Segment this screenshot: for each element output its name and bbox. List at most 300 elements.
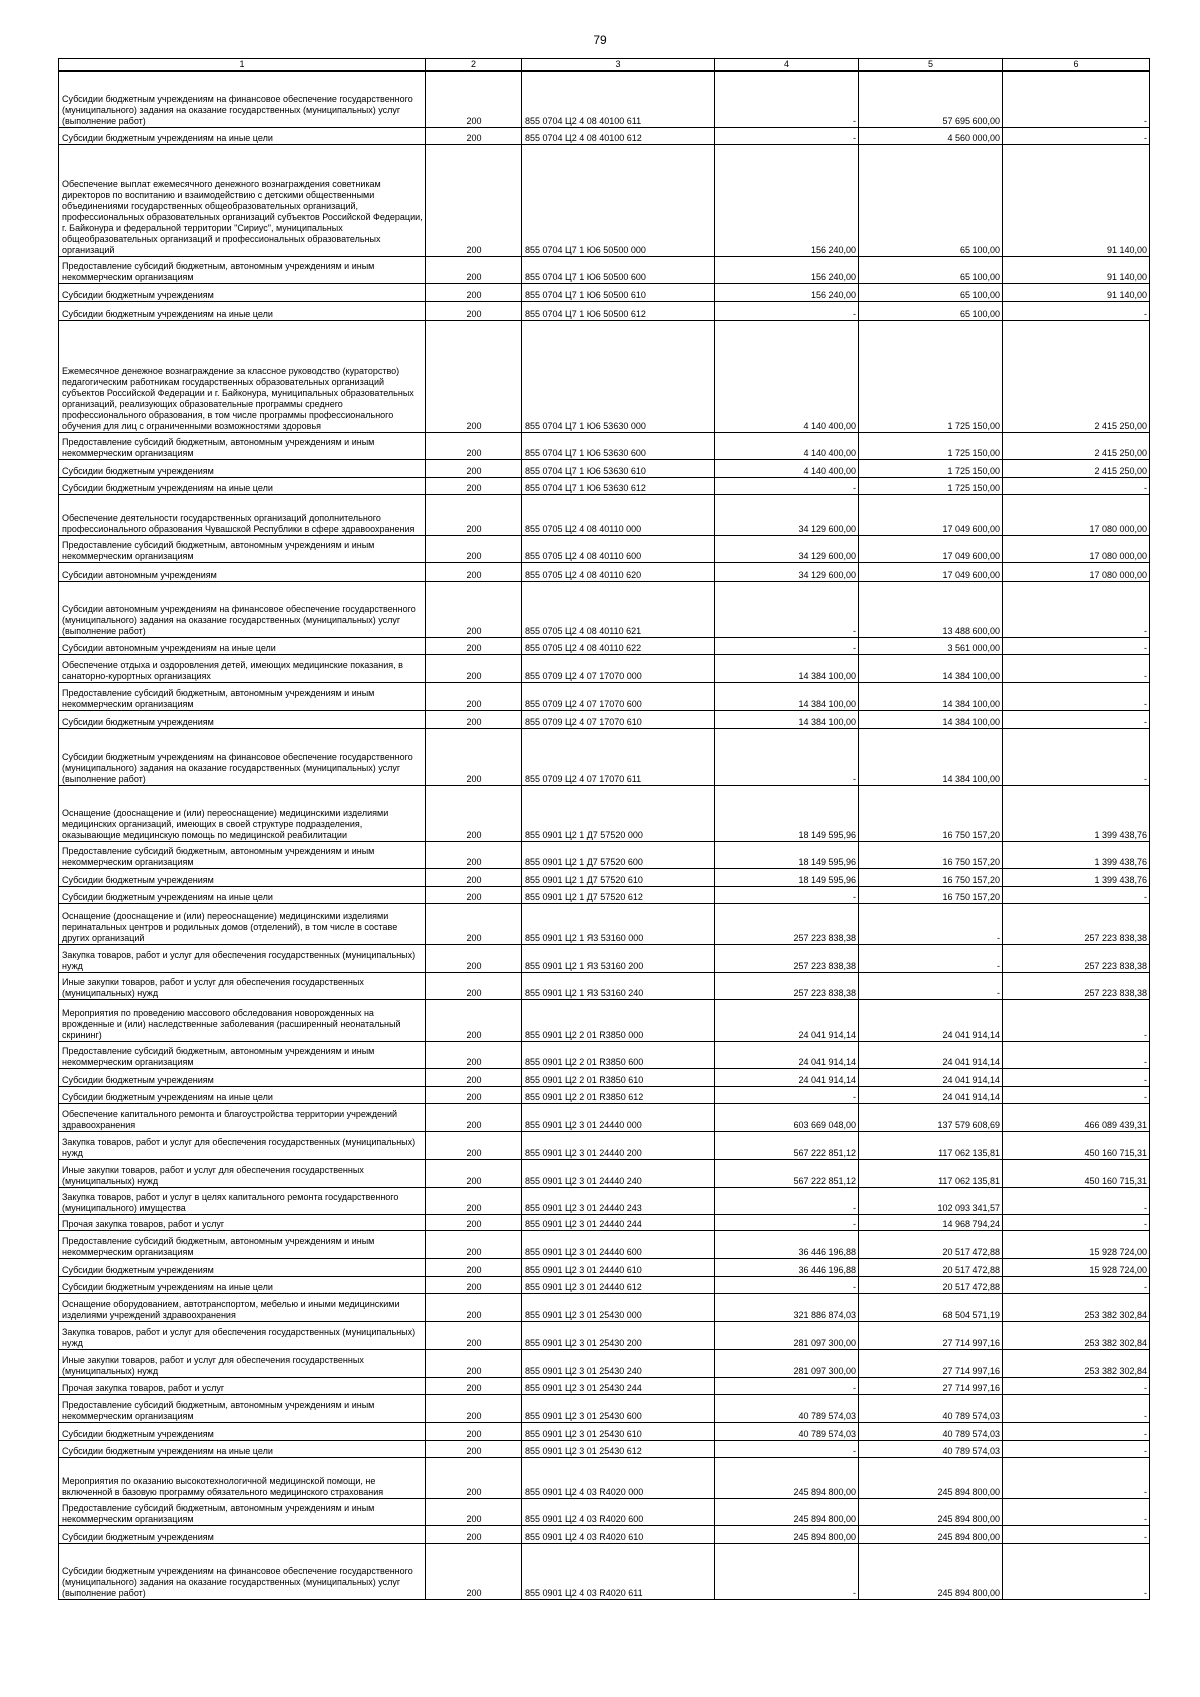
row-value-col6-cell: - bbox=[1003, 1187, 1150, 1214]
row-code-cell: 200 bbox=[426, 535, 522, 562]
table-row bbox=[59, 1159, 1150, 1187]
row-name-cell: Иные закупки товаров, работ и услуг для обеспечения государственных (муниципальных) нужд bbox=[59, 972, 426, 999]
row-value-col4-cell: 257 223 838,38 bbox=[715, 972, 859, 999]
row-value-col6-cell: 2 415 250,00 bbox=[1003, 459, 1150, 477]
table-header-row bbox=[59, 59, 1150, 72]
row-kbk-cell: 855 0901 Ц2 4 03 R4020 000 bbox=[522, 1457, 715, 1498]
row-name-cell: Предоставление субсидий бюджетным, автономным учреждениям и иным некоммерческим организациям bbox=[59, 256, 426, 283]
row-value-col4-cell: 24 041 914,14 bbox=[715, 1068, 859, 1086]
row-code-cell: 200 bbox=[426, 1131, 522, 1159]
row-name-cell: Субсидии бюджетным учреждениям bbox=[59, 868, 426, 886]
row-value-col5-cell: 65 100,00 bbox=[859, 256, 1003, 283]
row-value-col6-cell: 253 382 302,84 bbox=[1003, 1321, 1150, 1349]
row-code-cell: 200 bbox=[426, 1349, 522, 1377]
row-value-col4-cell: 281 097 300,00 bbox=[715, 1321, 859, 1349]
row-kbk-cell: 855 0901 Ц2 3 01 25430 600 bbox=[522, 1394, 715, 1422]
row-code-cell: 200 bbox=[426, 144, 522, 256]
row-value-col4-cell: 24 041 914,14 bbox=[715, 999, 859, 1041]
row-value-col4-cell: 257 223 838,38 bbox=[715, 944, 859, 972]
row-name-cell: Обеспечение выплат ежемесячного денежного вознаграждения советникам директоров по воспитанию и взаимодействию с детскими общественными объединениями государственных общеобразовательных организаций, профессиональных образовательных организаций субъектов Российской Федерации, г. Байконура и федеральной территории "Сириус", муниципальных общеобразовательных организаций и профессиональных образовательных организаций bbox=[59, 144, 426, 256]
row-name-cell: Субсидии бюджетным учреждениям на иные цели bbox=[59, 886, 426, 903]
row-value-col5-cell: 17 049 600,00 bbox=[859, 535, 1003, 562]
row-kbk-cell: 855 0709 Ц2 4 07 17070 610 bbox=[522, 710, 715, 728]
row-code-cell: 200 bbox=[426, 432, 522, 459]
row-value-col4-cell: - bbox=[715, 127, 859, 144]
row-code-cell: 200 bbox=[426, 301, 522, 320]
row-value-col6-cell: - bbox=[1003, 1525, 1150, 1543]
row-value-col5-cell: 4 560 000,00 bbox=[859, 127, 1003, 144]
row-value-col6-cell: - bbox=[1003, 710, 1150, 728]
row-value-col6-cell: - bbox=[1003, 581, 1150, 637]
row-kbk-cell: 855 0901 Ц2 3 01 25430 610 bbox=[522, 1422, 715, 1440]
row-value-col4-cell: 156 240,00 bbox=[715, 283, 859, 301]
table-row bbox=[59, 682, 1150, 710]
row-value-col6-cell: - bbox=[1003, 637, 1150, 654]
table-row bbox=[59, 127, 1150, 144]
row-value-col5-cell: 40 789 574,03 bbox=[859, 1440, 1003, 1457]
row-value-col5-cell: 27 714 997,16 bbox=[859, 1377, 1003, 1394]
budget-table bbox=[58, 58, 1150, 1600]
row-kbk-cell: 855 0901 Ц2 3 01 25430 000 bbox=[522, 1293, 715, 1321]
table-row bbox=[59, 1394, 1150, 1422]
row-name-cell: Субсидии автономным учреждениям на финансовое обеспечение государственного (муниципального) задания на оказание государственных (муниципальных) услуг (выполнение работ) bbox=[59, 581, 426, 637]
row-code-cell: 200 bbox=[426, 654, 522, 682]
row-value-col4-cell: - bbox=[715, 1440, 859, 1457]
table-row bbox=[59, 1525, 1150, 1543]
row-name-cell: Предоставление субсидий бюджетным, автономным учреждениям и иным некоммерческим организациям bbox=[59, 1230, 426, 1258]
row-name-cell: Закупка товаров, работ и услуг для обеспечения государственных (муниципальных) нужд bbox=[59, 1131, 426, 1159]
row-value-col6-cell: 253 382 302,84 bbox=[1003, 1349, 1150, 1377]
row-value-col4-cell: 567 222 851,12 bbox=[715, 1159, 859, 1187]
row-name-cell: Предоставление субсидий бюджетным, автономным учреждениям и иным некоммерческим организациям bbox=[59, 1394, 426, 1422]
row-value-col4-cell: - bbox=[715, 1543, 859, 1599]
row-value-col6-cell: 466 089 439,31 bbox=[1003, 1103, 1150, 1131]
row-name-cell: Иные закупки товаров, работ и услуг для обеспечения государственных (муниципальных) нужд bbox=[59, 1159, 426, 1187]
row-value-col6-cell: - bbox=[1003, 728, 1150, 785]
row-value-col4-cell: - bbox=[715, 1086, 859, 1103]
row-name-cell: Закупка товаров, работ и услуг в целях капитального ремонта государственного (муниципального) имущества bbox=[59, 1187, 426, 1214]
table-row bbox=[59, 868, 1150, 886]
row-value-col5-cell: 65 100,00 bbox=[859, 283, 1003, 301]
row-value-col5-cell: 137 579 608,69 bbox=[859, 1103, 1003, 1131]
row-code-cell: 200 bbox=[426, 682, 522, 710]
row-value-col6-cell: 17 080 000,00 bbox=[1003, 562, 1150, 581]
table-row bbox=[59, 459, 1150, 477]
row-code-cell: 200 bbox=[426, 1258, 522, 1276]
row-code-cell: 200 bbox=[426, 972, 522, 999]
column-header-3: 3 bbox=[522, 59, 715, 72]
row-value-col6-cell: - bbox=[1003, 477, 1150, 494]
row-kbk-cell: 855 0901 Ц2 3 01 24440 240 bbox=[522, 1159, 715, 1187]
table-body bbox=[59, 71, 1150, 1599]
row-code-cell: 200 bbox=[426, 728, 522, 785]
row-value-col6-cell: 450 160 715,31 bbox=[1003, 1159, 1150, 1187]
row-value-col6-cell: 91 140,00 bbox=[1003, 144, 1150, 256]
column-header-1: 1 bbox=[59, 59, 426, 72]
table-row bbox=[59, 1543, 1150, 1599]
row-value-col5-cell: 24 041 914,14 bbox=[859, 1041, 1003, 1068]
row-kbk-cell: 855 0901 Ц2 3 01 24440 612 bbox=[522, 1276, 715, 1293]
row-value-col5-cell: 14 384 100,00 bbox=[859, 654, 1003, 682]
row-name-cell: Обеспечение капитального ремонта и благоустройства территории учреждений здравоохранения bbox=[59, 1103, 426, 1131]
row-name-cell: Прочая закупка товаров, работ и услуг bbox=[59, 1377, 426, 1394]
row-name-cell: Субсидии бюджетным учреждениям bbox=[59, 283, 426, 301]
row-code-cell: 200 bbox=[426, 71, 522, 127]
row-value-col6-cell: - bbox=[1003, 1068, 1150, 1086]
row-value-col4-cell: - bbox=[715, 728, 859, 785]
row-code-cell: 200 bbox=[426, 256, 522, 283]
row-value-col6-cell: 2 415 250,00 bbox=[1003, 432, 1150, 459]
row-value-col5-cell: 1 725 150,00 bbox=[859, 320, 1003, 432]
row-value-col4-cell: - bbox=[715, 1187, 859, 1214]
row-value-col4-cell: 14 384 100,00 bbox=[715, 710, 859, 728]
table-row bbox=[59, 1293, 1150, 1321]
row-value-col5-cell: 117 062 135,81 bbox=[859, 1131, 1003, 1159]
row-code-cell: 200 bbox=[426, 1457, 522, 1498]
row-value-col5-cell: 245 894 800,00 bbox=[859, 1543, 1003, 1599]
row-name-cell: Обеспечение отдыха и оздоровления детей, имеющих медицинские показания, в санаторно-курортных организациях bbox=[59, 654, 426, 682]
table-row bbox=[59, 1086, 1150, 1103]
row-value-col5-cell: 20 517 472,88 bbox=[859, 1230, 1003, 1258]
row-name-cell: Оснащение (дооснащение и (или) переоснащение) медицинскими изделиями перинатальных центров и родильных домов (отделений), в том числе в составе других организаций bbox=[59, 903, 426, 944]
row-value-col5-cell: 20 517 472,88 bbox=[859, 1276, 1003, 1293]
row-value-col6-cell: - bbox=[1003, 1276, 1150, 1293]
row-code-cell: 200 bbox=[426, 886, 522, 903]
row-value-col6-cell: - bbox=[1003, 1214, 1150, 1230]
row-name-cell: Предоставление субсидий бюджетным, автономным учреждениям и иным некоммерческим организациям bbox=[59, 1498, 426, 1525]
row-code-cell: 200 bbox=[426, 841, 522, 868]
row-code-cell: 200 bbox=[426, 320, 522, 432]
row-value-col4-cell: 321 886 874,03 bbox=[715, 1293, 859, 1321]
table-row bbox=[59, 944, 1150, 972]
row-name-cell: Субсидии бюджетным учреждениям на иные цели bbox=[59, 477, 426, 494]
row-value-col6-cell: - bbox=[1003, 886, 1150, 903]
row-code-cell: 200 bbox=[426, 1041, 522, 1068]
table-row bbox=[59, 972, 1150, 999]
table-row bbox=[59, 1214, 1150, 1230]
row-value-col6-cell: 91 140,00 bbox=[1003, 283, 1150, 301]
row-value-col5-cell: 13 488 600,00 bbox=[859, 581, 1003, 637]
row-kbk-cell: 855 0901 Ц2 3 01 25430 200 bbox=[522, 1321, 715, 1349]
row-value-col4-cell: - bbox=[715, 1276, 859, 1293]
row-code-cell: 200 bbox=[426, 1422, 522, 1440]
row-name-cell: Мероприятия по проведению массового обследования новорожденных на врожденные и (или) наследственные заболевания (расширенный неонатальный скрининг) bbox=[59, 999, 426, 1041]
row-value-col6-cell: - bbox=[1003, 682, 1150, 710]
row-kbk-cell: 855 0901 Ц2 4 03 R4020 611 bbox=[522, 1543, 715, 1599]
row-code-cell: 200 bbox=[426, 999, 522, 1041]
table-row bbox=[59, 637, 1150, 654]
row-value-col5-cell: 65 100,00 bbox=[859, 301, 1003, 320]
row-value-col6-cell: 15 928 724,00 bbox=[1003, 1258, 1150, 1276]
row-name-cell: Субсидии бюджетным учреждениям на иные цели bbox=[59, 1086, 426, 1103]
row-kbk-cell: 855 0704 Ц7 1 Ю6 50500 600 bbox=[522, 256, 715, 283]
row-code-cell: 200 bbox=[426, 868, 522, 886]
row-value-col6-cell: - bbox=[1003, 1377, 1150, 1394]
row-code-cell: 200 bbox=[426, 1525, 522, 1543]
row-name-cell: Прочая закупка товаров, работ и услуг bbox=[59, 1214, 426, 1230]
row-name-cell: Субсидии бюджетным учреждениям на иные цели bbox=[59, 1440, 426, 1457]
row-value-col4-cell: 18 149 595,96 bbox=[715, 785, 859, 841]
row-kbk-cell: 855 0901 Ц2 3 01 25430 240 bbox=[522, 1349, 715, 1377]
row-code-cell: 200 bbox=[426, 710, 522, 728]
row-code-cell: 200 bbox=[426, 562, 522, 581]
row-code-cell: 200 bbox=[426, 1068, 522, 1086]
row-value-col5-cell: 27 714 997,16 bbox=[859, 1349, 1003, 1377]
row-value-col5-cell: 65 100,00 bbox=[859, 144, 1003, 256]
row-value-col4-cell: 156 240,00 bbox=[715, 256, 859, 283]
row-value-col5-cell: 3 561 000,00 bbox=[859, 637, 1003, 654]
table-row bbox=[59, 1377, 1150, 1394]
row-kbk-cell: 855 0901 Ц2 1 Д7 57520 612 bbox=[522, 886, 715, 903]
row-kbk-cell: 855 0709 Ц2 4 07 17070 600 bbox=[522, 682, 715, 710]
row-value-col4-cell: 36 446 196,88 bbox=[715, 1230, 859, 1258]
row-value-col6-cell: 450 160 715,31 bbox=[1003, 1131, 1150, 1159]
row-kbk-cell: 855 0901 Ц2 1 Я3 53160 000 bbox=[522, 903, 715, 944]
row-kbk-cell: 855 0704 Ц7 1 Ю6 53630 610 bbox=[522, 459, 715, 477]
row-name-cell: Субсидии бюджетным учреждениям на иные цели bbox=[59, 301, 426, 320]
row-value-col5-cell: 245 894 800,00 bbox=[859, 1498, 1003, 1525]
row-name-cell: Субсидии бюджетным учреждениям bbox=[59, 1525, 426, 1543]
table-row bbox=[59, 785, 1150, 841]
row-value-col4-cell: - bbox=[715, 637, 859, 654]
row-kbk-cell: 855 0901 Ц2 1 Д7 57520 610 bbox=[522, 868, 715, 886]
row-name-cell: Субсидии бюджетным учреждениям bbox=[59, 1068, 426, 1086]
row-value-col4-cell: - bbox=[715, 581, 859, 637]
row-kbk-cell: 855 0705 Ц2 4 08 40110 620 bbox=[522, 562, 715, 581]
row-value-col5-cell: 102 093 341,57 bbox=[859, 1187, 1003, 1214]
row-code-cell: 200 bbox=[426, 785, 522, 841]
row-value-col4-cell: 4 140 400,00 bbox=[715, 459, 859, 477]
row-value-col5-cell: 68 504 571,19 bbox=[859, 1293, 1003, 1321]
row-value-col5-cell: 20 517 472,88 bbox=[859, 1258, 1003, 1276]
row-value-col4-cell: 34 129 600,00 bbox=[715, 562, 859, 581]
row-value-col6-cell: 253 382 302,84 bbox=[1003, 1293, 1150, 1321]
row-kbk-cell: 855 0901 Ц2 1 Д7 57520 600 bbox=[522, 841, 715, 868]
row-value-col4-cell: 18 149 595,96 bbox=[715, 868, 859, 886]
row-name-cell: Обеспечение деятельности государственных организаций дополнительного профессионального образования Чувашской Республики в сфере здравоохранения bbox=[59, 494, 426, 535]
row-value-col4-cell: 40 789 574,03 bbox=[715, 1394, 859, 1422]
row-kbk-cell: 855 0705 Ц2 4 08 40110 621 bbox=[522, 581, 715, 637]
table-row bbox=[59, 886, 1150, 903]
row-kbk-cell: 855 0901 Ц2 2 01 R3850 000 bbox=[522, 999, 715, 1041]
row-code-cell: 200 bbox=[426, 1276, 522, 1293]
table-row bbox=[59, 903, 1150, 944]
row-value-col4-cell: 4 140 400,00 bbox=[715, 320, 859, 432]
row-value-col4-cell: 245 894 800,00 bbox=[715, 1498, 859, 1525]
row-name-cell: Предоставление субсидий бюджетным, автономным учреждениям и иным некоммерческим организациям bbox=[59, 535, 426, 562]
row-name-cell: Иные закупки товаров, работ и услуг для обеспечения государственных (муниципальных) нужд bbox=[59, 1349, 426, 1377]
table-row bbox=[59, 301, 1150, 320]
column-header-4: 4 bbox=[715, 59, 859, 72]
row-name-cell: Субсидии автономным учреждениям на иные цели bbox=[59, 637, 426, 654]
row-value-col6-cell: - bbox=[1003, 1498, 1150, 1525]
row-value-col6-cell: 257 223 838,38 bbox=[1003, 972, 1150, 999]
row-kbk-cell: 855 0901 Ц2 3 01 24440 244 bbox=[522, 1214, 715, 1230]
row-name-cell: Субсидии бюджетным учреждениям bbox=[59, 710, 426, 728]
row-value-col4-cell: - bbox=[715, 1377, 859, 1394]
row-value-col4-cell: 24 041 914,14 bbox=[715, 1041, 859, 1068]
row-kbk-cell: 855 0901 Ц2 3 01 24440 600 bbox=[522, 1230, 715, 1258]
row-value-col5-cell: 40 789 574,03 bbox=[859, 1394, 1003, 1422]
row-code-cell: 200 bbox=[426, 494, 522, 535]
row-value-col6-cell: - bbox=[1003, 1394, 1150, 1422]
row-name-cell: Субсидии бюджетным учреждениям bbox=[59, 1422, 426, 1440]
table-row bbox=[59, 283, 1150, 301]
row-code-cell: 200 bbox=[426, 1543, 522, 1599]
row-value-col5-cell: 17 049 600,00 bbox=[859, 562, 1003, 581]
row-value-col4-cell: 567 222 851,12 bbox=[715, 1131, 859, 1159]
row-code-cell: 200 bbox=[426, 1159, 522, 1187]
row-value-col4-cell: - bbox=[715, 301, 859, 320]
row-value-col4-cell: 14 384 100,00 bbox=[715, 654, 859, 682]
row-value-col5-cell: 245 894 800,00 bbox=[859, 1457, 1003, 1498]
table-row bbox=[59, 1131, 1150, 1159]
row-kbk-cell: 855 0901 Ц2 1 Д7 57520 000 bbox=[522, 785, 715, 841]
row-name-cell: Ежемесячное денежное вознаграждение за классное руководство (кураторство) педагогическим работникам государственных образовательных организаций субъектов Российской Федерации и г. Байконура, муниципальных образовательных организаций, реализующих образовательные программы среднего профессионального образования, в том числе программы профессионального обучения для лиц с ограниченными возможностями здоровья bbox=[59, 320, 426, 432]
row-kbk-cell: 855 0704 Ц7 1 Ю6 53630 612 bbox=[522, 477, 715, 494]
table-row bbox=[59, 1321, 1150, 1349]
row-value-col5-cell: 14 384 100,00 bbox=[859, 682, 1003, 710]
row-value-col5-cell: 16 750 157,20 bbox=[859, 868, 1003, 886]
row-value-col6-cell: - bbox=[1003, 654, 1150, 682]
row-value-col6-cell: 257 223 838,38 bbox=[1003, 944, 1150, 972]
table-row bbox=[59, 728, 1150, 785]
row-name-cell: Закупка товаров, работ и услуг для обеспечения государственных (муниципальных) нужд bbox=[59, 944, 426, 972]
row-code-cell: 200 bbox=[426, 944, 522, 972]
row-kbk-cell: 855 0901 Ц2 3 01 25430 612 bbox=[522, 1440, 715, 1457]
table-row bbox=[59, 1349, 1150, 1377]
table-row bbox=[59, 841, 1150, 868]
row-value-col5-cell: 24 041 914,14 bbox=[859, 1068, 1003, 1086]
row-value-col4-cell: 257 223 838,38 bbox=[715, 903, 859, 944]
row-value-col6-cell: - bbox=[1003, 1422, 1150, 1440]
row-value-col6-cell: - bbox=[1003, 1543, 1150, 1599]
row-value-col5-cell: 27 714 997,16 bbox=[859, 1321, 1003, 1349]
row-code-cell: 200 bbox=[426, 1440, 522, 1457]
row-value-col6-cell: - bbox=[1003, 1457, 1150, 1498]
row-kbk-cell: 855 0704 Ц7 1 Ю6 53630 600 bbox=[522, 432, 715, 459]
row-value-col4-cell: 36 446 196,88 bbox=[715, 1258, 859, 1276]
column-header-6: 6 bbox=[1003, 59, 1150, 72]
row-name-cell: Субсидии бюджетным учреждениям bbox=[59, 1258, 426, 1276]
row-value-col4-cell: 245 894 800,00 bbox=[715, 1525, 859, 1543]
row-kbk-cell: 855 0901 Ц2 4 03 R4020 610 bbox=[522, 1525, 715, 1543]
column-header-5: 5 bbox=[859, 59, 1003, 72]
row-kbk-cell: 855 0709 Ц2 4 07 17070 611 bbox=[522, 728, 715, 785]
row-name-cell: Субсидии автономным учреждениям bbox=[59, 562, 426, 581]
table-row bbox=[59, 1457, 1150, 1498]
table-row bbox=[59, 535, 1150, 562]
row-value-col5-cell: 1 725 150,00 bbox=[859, 432, 1003, 459]
table-row bbox=[59, 999, 1150, 1041]
row-kbk-cell: 855 0705 Ц2 4 08 40110 622 bbox=[522, 637, 715, 654]
row-value-col4-cell: 14 384 100,00 bbox=[715, 682, 859, 710]
row-value-col5-cell: 14 968 794,24 bbox=[859, 1214, 1003, 1230]
row-value-col6-cell: - bbox=[1003, 127, 1150, 144]
row-kbk-cell: 855 0901 Ц2 2 01 R3850 600 bbox=[522, 1041, 715, 1068]
row-name-cell: Субсидии бюджетным учреждениям на финансовое обеспечение государственного (муниципального) задания на оказание государственных (муниципальных) услуг (выполнение работ) bbox=[59, 1543, 426, 1599]
row-kbk-cell: 855 0901 Ц2 1 Я3 53160 240 bbox=[522, 972, 715, 999]
row-value-col5-cell: - bbox=[859, 903, 1003, 944]
table-row bbox=[59, 1276, 1150, 1293]
row-value-col6-cell: 1 399 438,76 bbox=[1003, 785, 1150, 841]
row-value-col6-cell: 1 399 438,76 bbox=[1003, 868, 1150, 886]
row-value-col5-cell: 1 725 150,00 bbox=[859, 477, 1003, 494]
row-code-cell: 200 bbox=[426, 1086, 522, 1103]
table-row bbox=[59, 581, 1150, 637]
row-code-cell: 200 bbox=[426, 1293, 522, 1321]
row-name-cell: Предоставление субсидий бюджетным, автономным учреждениям и иным некоммерческим организациям bbox=[59, 432, 426, 459]
row-code-cell: 200 bbox=[426, 127, 522, 144]
row-value-col5-cell: 24 041 914,14 bbox=[859, 999, 1003, 1041]
row-name-cell: Субсидии бюджетным учреждениям на финансовое обеспечение государственного (муниципального) задания на оказание государственных (муниципальных) услуг (выполнение работ) bbox=[59, 728, 426, 785]
row-value-col4-cell: - bbox=[715, 71, 859, 127]
row-name-cell: Предоставление субсидий бюджетным, автономным учреждениям и иным некоммерческим организациям bbox=[59, 682, 426, 710]
row-value-col6-cell: 15 928 724,00 bbox=[1003, 1230, 1150, 1258]
row-kbk-cell: 855 0901 Ц2 3 01 24440 200 bbox=[522, 1131, 715, 1159]
table-row bbox=[59, 144, 1150, 256]
row-value-col5-cell: 40 789 574,03 bbox=[859, 1422, 1003, 1440]
row-name-cell: Оснащение оборудованием, автотранспортом, мебелью и иными медицинскими изделиями учреждений здравоохранения bbox=[59, 1293, 426, 1321]
row-code-cell: 200 bbox=[426, 1230, 522, 1258]
row-value-col4-cell: 245 894 800,00 bbox=[715, 1457, 859, 1498]
table-row bbox=[59, 1258, 1150, 1276]
row-value-col6-cell: 257 223 838,38 bbox=[1003, 903, 1150, 944]
table-row bbox=[59, 432, 1150, 459]
row-value-col5-cell: 14 384 100,00 bbox=[859, 728, 1003, 785]
row-kbk-cell: 855 0901 Ц2 3 01 24440 243 bbox=[522, 1187, 715, 1214]
row-code-cell: 200 bbox=[426, 1187, 522, 1214]
row-value-col4-cell: - bbox=[715, 886, 859, 903]
row-value-col6-cell: - bbox=[1003, 1440, 1150, 1457]
row-code-cell: 200 bbox=[426, 1214, 522, 1230]
table-row bbox=[59, 71, 1150, 127]
row-code-cell: 200 bbox=[426, 1377, 522, 1394]
row-value-col5-cell: 14 384 100,00 bbox=[859, 710, 1003, 728]
row-code-cell: 200 bbox=[426, 459, 522, 477]
table-row bbox=[59, 1440, 1150, 1457]
table-row bbox=[59, 256, 1150, 283]
table-row bbox=[59, 1103, 1150, 1131]
row-value-col4-cell: 34 129 600,00 bbox=[715, 494, 859, 535]
row-kbk-cell: 855 0901 Ц2 3 01 24440 000 bbox=[522, 1103, 715, 1131]
row-kbk-cell: 855 0901 Ц2 2 01 R3850 610 bbox=[522, 1068, 715, 1086]
row-kbk-cell: 855 0704 Ц7 1 Ю6 53630 000 bbox=[522, 320, 715, 432]
row-code-cell: 200 bbox=[426, 637, 522, 654]
row-value-col6-cell: 91 140,00 bbox=[1003, 256, 1150, 283]
row-kbk-cell: 855 0901 Ц2 3 01 24440 610 bbox=[522, 1258, 715, 1276]
table-row bbox=[59, 562, 1150, 581]
row-value-col4-cell: 40 789 574,03 bbox=[715, 1422, 859, 1440]
row-value-col5-cell: 57 695 600,00 bbox=[859, 71, 1003, 127]
table-row bbox=[59, 477, 1150, 494]
row-name-cell: Субсидии бюджетным учреждениям bbox=[59, 459, 426, 477]
row-value-col5-cell: 16 750 157,20 bbox=[859, 886, 1003, 903]
row-code-cell: 200 bbox=[426, 581, 522, 637]
row-kbk-cell: 855 0705 Ц2 4 08 40110 000 bbox=[522, 494, 715, 535]
row-kbk-cell: 855 0704 Ц7 1 Ю6 50500 612 bbox=[522, 301, 715, 320]
row-name-cell: Оснащение (дооснащение и (или) переоснащение) медицинскими изделиями медицинских организаций, имеющих в своей структуре подразделения, оказывающие медицинскую помощь по медицинской реабилитации bbox=[59, 785, 426, 841]
row-value-col5-cell: 16 750 157,20 bbox=[859, 841, 1003, 868]
table-row bbox=[59, 1498, 1150, 1525]
column-header-2: 2 bbox=[426, 59, 522, 72]
page-number: 79 bbox=[593, 33, 607, 47]
table-row bbox=[59, 320, 1150, 432]
row-value-col6-cell: - bbox=[1003, 999, 1150, 1041]
row-value-col6-cell: - bbox=[1003, 71, 1150, 127]
row-value-col6-cell: - bbox=[1003, 1041, 1150, 1068]
table-row bbox=[59, 1068, 1150, 1086]
